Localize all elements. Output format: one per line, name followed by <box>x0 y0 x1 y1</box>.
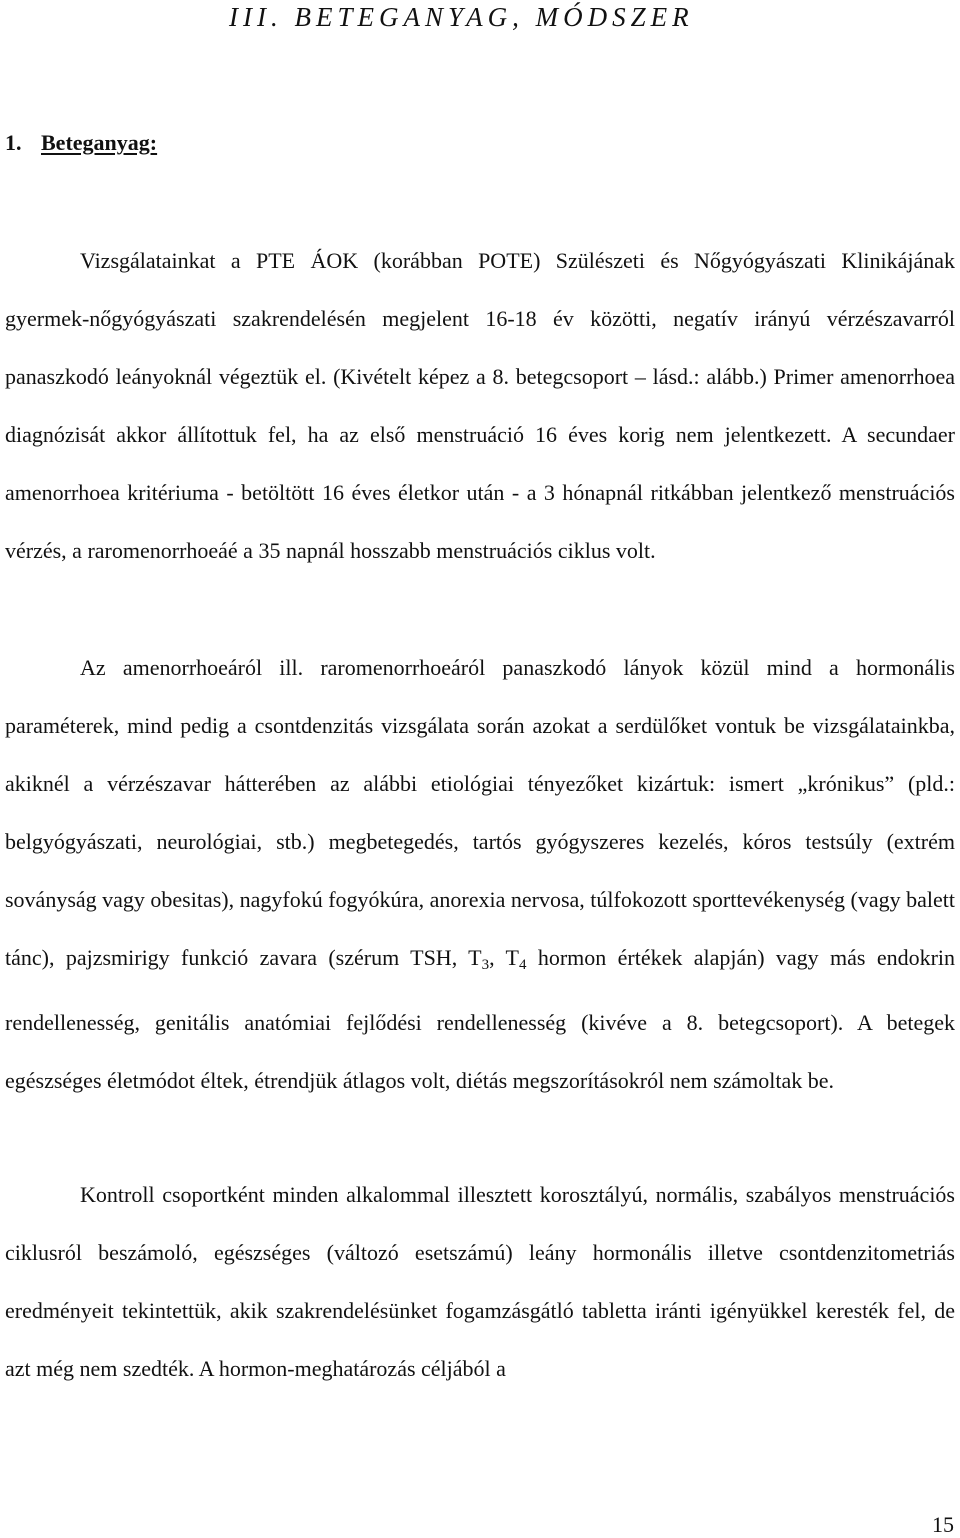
subscript-t4: 4 <box>519 957 527 973</box>
subscript-t3: 3 <box>481 957 490 973</box>
paragraph-control-group: Kontroll csoportként minden alkalommal illesztett korosztályú, normális, szabályos menstruációs ciklusról beszámoló, egészséges (változó esetszámú) leány hormonális illetve csontdenzitometriás eredményeit tekintettük, akik szakrendelésünket fogamzásgátló tabletta iránti igényükkel keresték fel, de azt még nem szedték. A hormon-meghatározás céljából a <box>5 1182 955 1381</box>
paragraph-exclusion-criteria <box>5 639 955 1110</box>
page-number: 15 <box>932 1512 954 1537</box>
paragraph-text: , T <box>489 945 519 970</box>
section-heading <box>5 130 157 156</box>
chapter-title: III. BETEGANYAG, MÓDSZER <box>229 2 694 32</box>
section-title: Beteganyag: <box>41 130 158 155</box>
section-number: 1. <box>5 130 22 155</box>
paragraph-text: hormon értékek alapján) vagy más endokrin rendellenesség, genitális anatómiai fejlődési rendellenesség (kivéve a 8. betegcsoport). A betegek egészséges életmódot éltek, étrendjük átlagos volt, diétás megszorításokról nem számoltak be. <box>5 945 956 1093</box>
paragraph-study-population: Vizsgálatainkat a PTE ÁOK (korábban POTE) Szülészeti és Nőgyógyászati Klinikájának gyermek-nőgyógyászati szakrendelésén megjelent 16-18 év közötti, negatív irányú vérzészavarról panaszkodó leányoknál végeztük el. (Kivételt képez a 8. betegcsoport – lásd.: alább.) Primer amenorrhoea diagnózisát akkor állítottuk fel, ha az első menstruáció 16 éves korig nem jelentkezett. A secundaer amenorrhoea kritériuma - betöltött 16 éves életkor után - a 3 hónapnál ritkábban jelentkező menstruációs vérzés, a raromenorrhoeáé a 35 napnál hosszabb menstruációs ciklus volt. <box>5 248 955 563</box>
paragraph-text: Az amenorrhoeáról ill. raromenorrhoeáról panaszkodó lányok közül mind a hormonális paraméterek, mind pedig a csontdenzitás vizsgálata során azokat a serdülőket vontuk be vizsgálatainkba, akiknél a vérzészavar hátterében az alábbi etiológiai tényezőket kizártuk: ismert „krónikus” (pld.: belgyógyászati, neurológiai, stb.) megbetegedés, tartós gyógyszeres kezelés, kóros testsúly (extrém soványság vagy obesitas), nagyfokú fogyókúra, anorexia nervosa, túlfokozott sporttevékenység (vagy balett tánc), pajzsmirigy funkció zavara (szérum TSH, T <box>5 655 956 970</box>
